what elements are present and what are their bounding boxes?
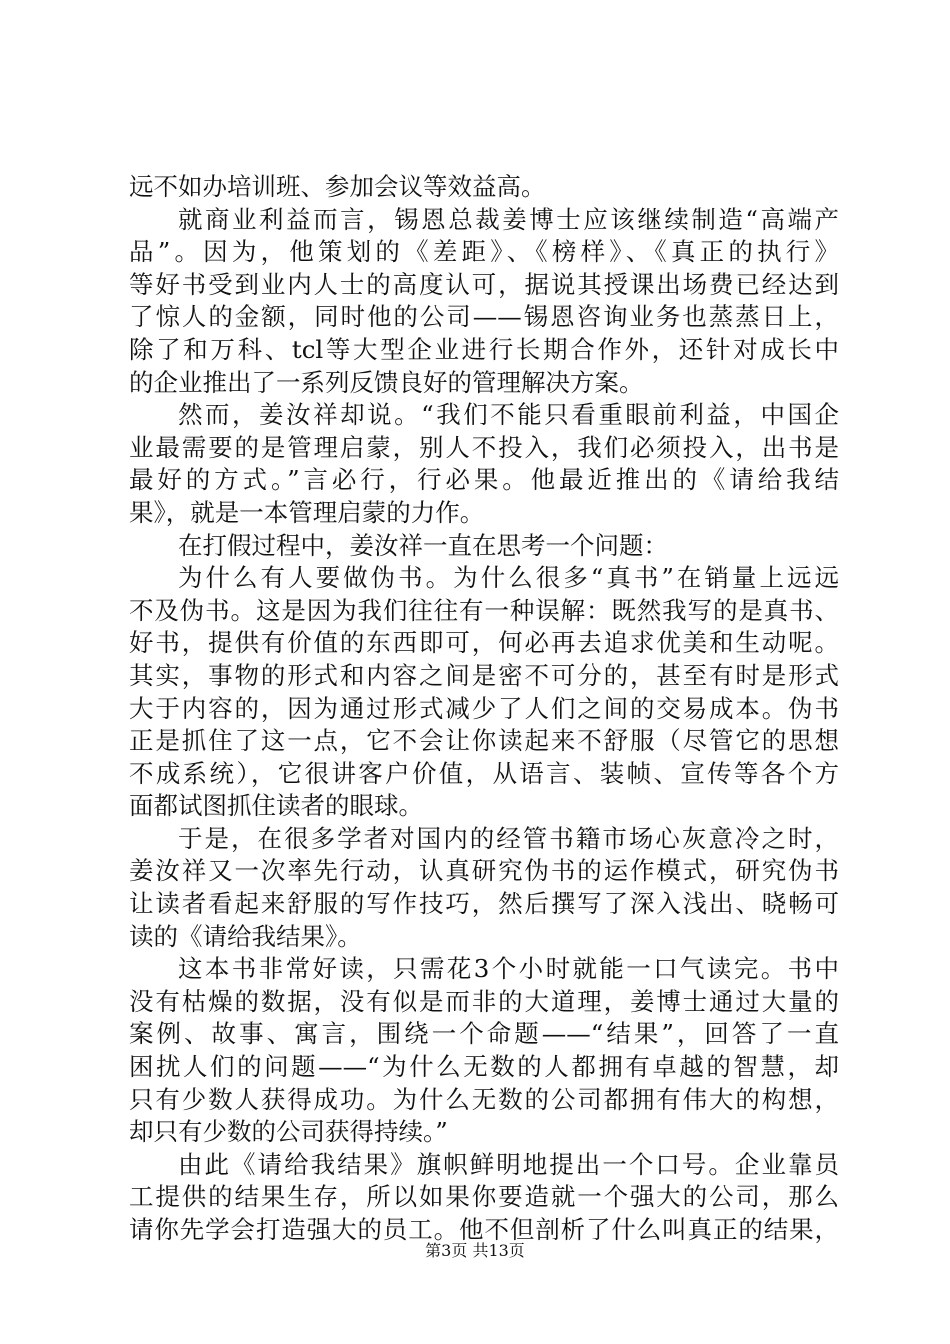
- text-line: 由此《请给我结果》旗帜鲜明地提出一个口号。企业靠员: [178, 1149, 839, 1179]
- text-line: 品”。因为，他策划的《差距》、《榜样》、《真正的执行》: [129, 237, 839, 267]
- text-line: 除了和万科、tcl等大型企业进行长期合作外，还针对成长中: [129, 334, 839, 364]
- text-line: 面都试图抓住读者的眼球。: [129, 791, 423, 821]
- text-line: 了惊人的金额，同时他的公司——锡恩咨询业务也蒸蒸日上，: [129, 302, 839, 332]
- text-line: 不成系统），它很讲客户价值，从语言、装帧、宣传等各个方: [129, 758, 839, 788]
- text-line: 没有枯燥的数据，没有似是而非的大道理，姜博士通过大量的: [129, 986, 839, 1016]
- text-line: 大于内容的，因为通过形式减少了人们之间的交易成本。伪书: [129, 693, 839, 723]
- text-line: 只有少数人获得成功。为什么无数的公司都拥有伟大的构想，: [129, 1084, 839, 1114]
- text-line: 读的《请给我结果》。: [129, 921, 362, 951]
- text-line: 案例、故事、寓言，围绕一个命题——“结果”，回答了一直: [129, 1019, 839, 1049]
- text-line: 远不如办培训班、参加会议等效益高。: [129, 172, 546, 201]
- text-line: 正是抓住了这一点，它不会让你读起来不舒服（尽管它的思想: [129, 726, 839, 756]
- text-line: 就商业利益而言，锡恩总裁姜博士应该继续制造“高端产: [178, 204, 839, 234]
- document-body: [129, 171, 839, 1247]
- text-line: 果》，就是一本管理启蒙的力作。: [129, 497, 485, 527]
- text-line: 不及伪书。这是因为我们往往有一种误解：既然我写的是真书、: [129, 595, 839, 625]
- text-line: 最好的方式。”言必行，行必果。他最近推出的《请给我结: [129, 465, 839, 495]
- text-line: 这本书非常好读，只需花3个小时就能一口气读完。书中: [178, 954, 839, 984]
- text-line: 其实，事物的形式和内容之间是密不可分的，甚至有时是形式: [129, 660, 839, 690]
- text-line: 让读者看起来舒服的写作技巧，然后撰写了深入浅出、晓畅可: [129, 889, 839, 919]
- text-line: 为什么有人要做伪书。为什么很多“真书”在销量上远远: [178, 563, 839, 593]
- text-line: 于是，在很多学者对国内的经管书籍市场心灰意冷之时，: [178, 823, 839, 853]
- text-line: 的企业推出了一系列反馈良好的管理解决方案。: [129, 367, 644, 397]
- text-line: 然而，姜汝祥却说。“我们不能只看重眼前利益，中国企: [178, 400, 839, 430]
- text-line: 工提供的结果生存，所以如果你要造就一个强大的公司，那么: [129, 1182, 839, 1212]
- text-line: 在打假过程中，姜汝祥一直在思考一个问题：: [178, 530, 668, 560]
- text-line: 好书，提供有价值的东西即可，何必再去追求优美和生动呢。: [129, 628, 839, 658]
- text-line: 姜汝祥又一次率先行动，认真研究伪书的运作模式，研究伪书: [129, 856, 839, 886]
- text-line: 等好书受到业内人士的高度认可，据说其授课出场费已经达到: [129, 269, 839, 299]
- text-line: 却只有少数的公司获得持续。”: [129, 1117, 448, 1147]
- text-line: 业最需要的是管理启蒙，别人不投入，我们必须投入，出书是: [129, 432, 839, 462]
- text-line: 请你先学会打造强大的员工。他不但剖析了什么叫真正的结果，: [129, 1215, 839, 1244]
- page-footer: 第3页 共13页: [425, 1241, 525, 1260]
- text-line: 困扰人们的问题——“为什么无数的人都拥有卓越的智慧，却: [129, 1052, 839, 1082]
